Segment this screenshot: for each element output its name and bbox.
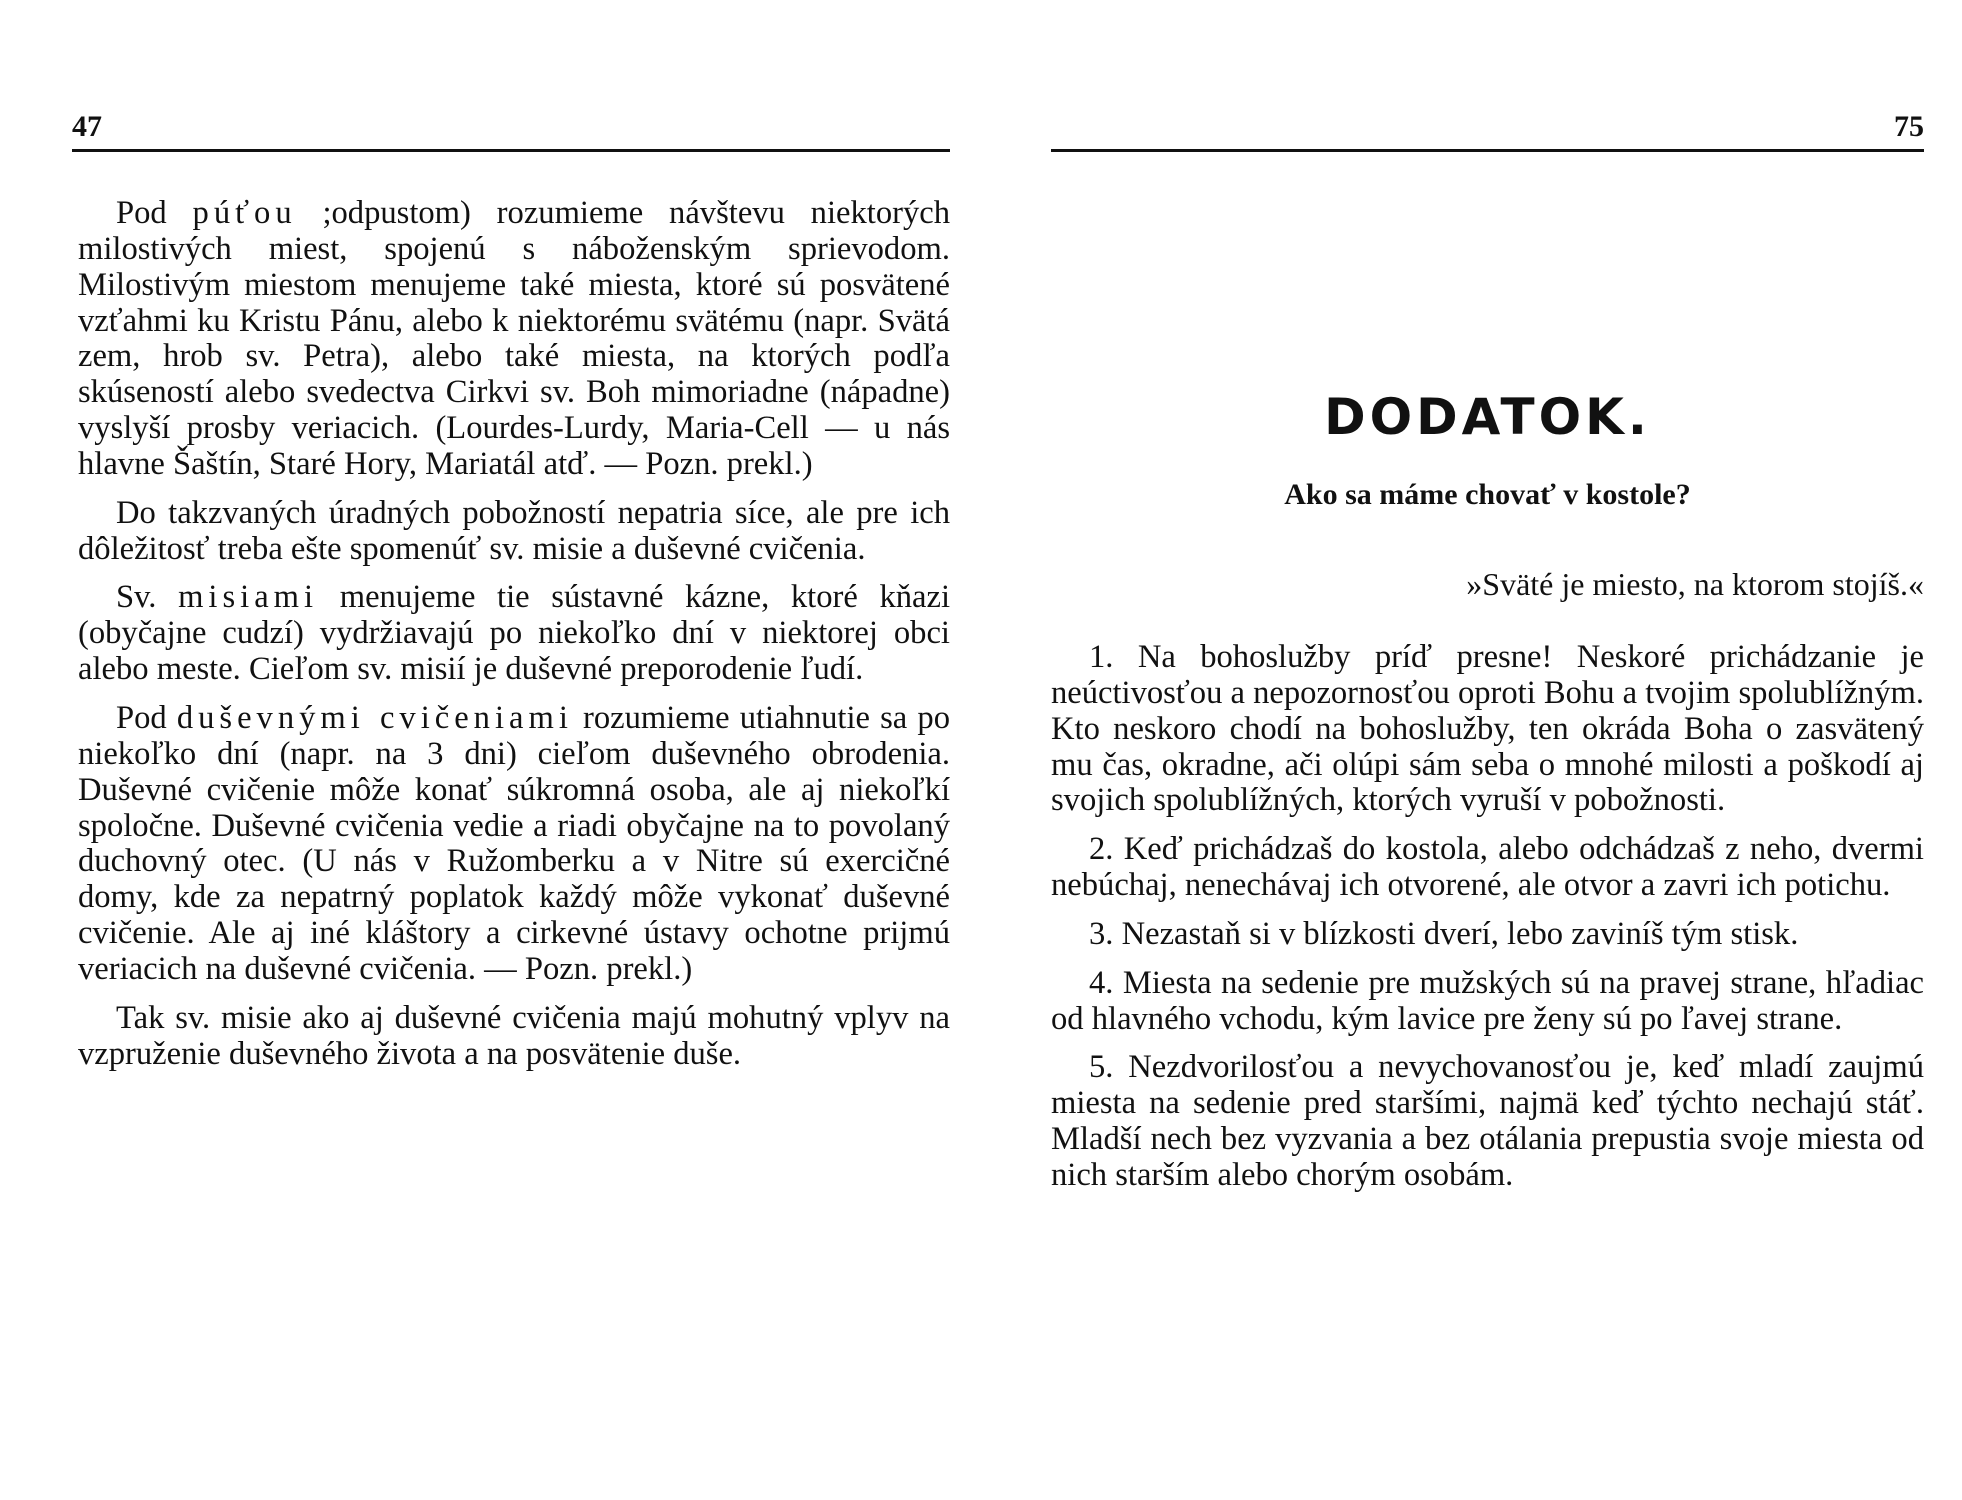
right-page-header — [1051, 100, 1924, 152]
paragraph-vplyv: Tak sv. misie ako aj duševné cvičenia majú mohutný vplyv na vzpruženie duševného života a na posvätenie duše. — [78, 999, 950, 1072]
motto-quote: »Sväté je miesto, na ktorom stojíš.« — [1466, 566, 1924, 602]
paragraph-dusevne-cvicenia: Pod duševnými cvičeniami rozumieme utiahnutie sa po niekoľko dní (napr. na 3 dni) cieľom duševného obrodenia. Duševné cvičenie môže konať súkromná osoba, ale aj niekoľkí spoločne. Duševné cvičenia vedie a riadi obyčajne na to povolaný duchovný otec. (U nás v Ružomberku a v Nitre sú exercičné domy, kde za nepatrný poplatok každý môže vykonať duševné cvičenie. Ale aj iné kláštory a cirkevné ústavy ochotne prijmú veriacich na duševné cvičenia. — Pozn. prekl.) — [78, 699, 950, 987]
section-title: DODATOK. — [1324, 388, 1651, 446]
spaced-term: misiami — [178, 579, 319, 616]
rule-item-1: 1. Na bohoslužby príď presne! Neskoré prichádzanie je neúctivosťou a nepozornosťou oproti Bohu a tvojim spolublížným. Kto neskoro chodí na bohoslužby, ten okráda Boha o zasvätený mu čas, okradne, ači olúpi sám seba o mnohé milosti a poškodí aj svojich spolublížných, ktorých vyruší v pobožnosti. — [1051, 639, 1924, 819]
spaced-term: púťou — [192, 195, 297, 231]
right-page-number: 75 — [1894, 110, 1924, 143]
paragraph-misie: Sv. misiami menujeme tie sústavné kázne, ktoré kňazi (obyčajne cudzí) vydržiavajú po niekoľko dní v niektorej obci alebo meste. Cieľom sv. misií je duševné preporodenie ľudí. — [78, 579, 950, 688]
left-page-number: 47 — [72, 110, 102, 143]
section-subtitle: Ako sa máme chovať v kostole? — [1284, 478, 1691, 511]
spaced-term: duševnými cvičeniami — [176, 699, 573, 736]
rule-item-4: 4. Miesta na sedenie pre mužských sú na pravej strane, hľadiac od hlavného vchodu, kým lavice pre ženy sú po ľavej strane. — [1051, 964, 1924, 1037]
paragraph-uradne-poboznosti: Do takzvaných úradných pobožností nepatria síce, ale pre ich dôležitosť treba ešte spomenúť sv. misie a duševné cvičenia. — [78, 494, 950, 567]
right-page — [981, 0, 1962, 1500]
left-header-rule — [72, 149, 950, 152]
left-page-header — [72, 100, 950, 152]
rule-item-3: 3. Nezastaň si v blízkosti dverí, lebo zaviníš tým stisk. — [1089, 915, 1799, 952]
right-header-rule — [1051, 149, 1924, 152]
paragraph-putou: Pod púťou ;odpustom) rozumieme návštevu niektorých milostivých miest, spojenú s náboženským sprievodom. Milostivým miestom menujeme také miesta, ktoré sú posvätené vzťahmi ku Kristu Pánu, alebo k niektorému svätému (napr. Svätá zem, hrob sv. Petra), alebo také miesta, na ktorých podľa skúseností alebo svedectva Cirkvi sv. Boh mimoriadne (nápadne) vyslyší prosby veriacich. (Lourdes-Lurdy, Maria-Cell — u nás hlavne Šaštín, Staré Hory, Mariatál atď. — Pozn. prekl.) — [78, 195, 950, 482]
rule-item-2: 2. Keď prichádzaš do kostola, alebo odchádzaš z neho, dvermi nebúchaj, nenechávaj ich otvorené, ale otvor a zavri ich potichu. — [1051, 831, 1924, 904]
rule-item-5: 5. Nezdvorilosťou a nevychovanosťou je, keď mladí zaujmú miesta na sedenie pred staršími, najmä keď týchto nechajú stáť. Mladší nech bez vyzvania a bez otálania prepustia svoje miesta od nich starším alebo chorým osobám. — [1051, 1049, 1924, 1193]
left-page-body — [78, 196, 950, 1085]
right-page-body — [1051, 640, 1924, 1207]
